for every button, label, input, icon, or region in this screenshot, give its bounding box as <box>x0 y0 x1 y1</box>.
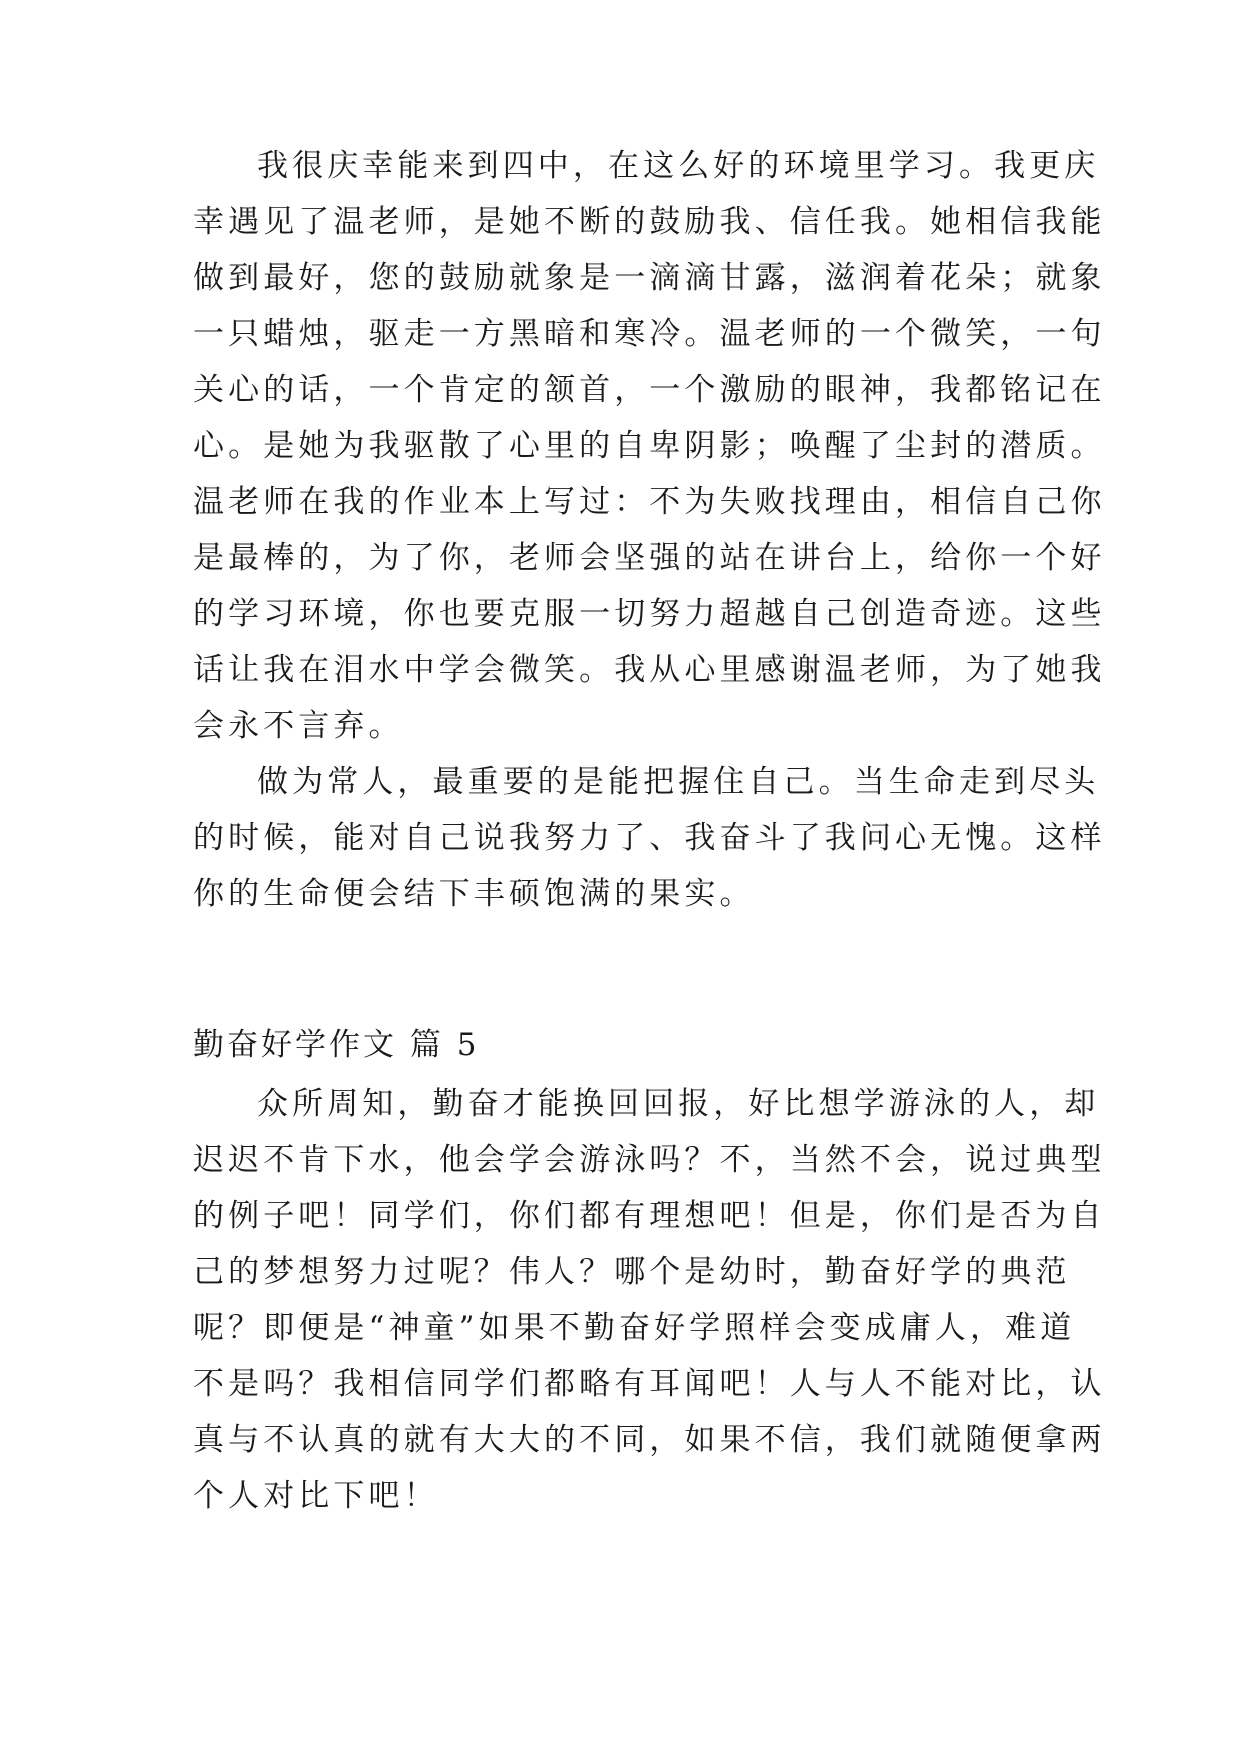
text-line: 温老师在我的作业本上写过：不为失败找理由，相信自己你 <box>193 484 1106 520</box>
text-line: 的学习环境，你也要克服一切努力超越自己创造奇迹。这些 <box>193 596 1106 632</box>
section-heading: 勤奋好学作文 篇 5 <box>193 1027 480 1063</box>
text-line: 我很庆幸能来到四中，在这么好的环境里学习。我更庆 <box>257 148 1100 184</box>
text-line: 众所周知，勤奋才能换回回报，好比想学游泳的人，却 <box>257 1086 1100 1122</box>
text-line: 一只蜡烛，驱走一方黑暗和寒冷。温老师的一个微笑，一句 <box>193 316 1106 352</box>
text-line: 心。是她为我驱散了心里的自卑阴影；唤醒了尘封的潜质。 <box>193 428 1106 464</box>
text-line: 幸遇见了温老师，是她不断的鼓励我、信任我。她相信我能 <box>193 204 1106 240</box>
text-line: 的例子吧！同学们，你们都有理想吧！但是，你们是否为自 <box>193 1198 1106 1234</box>
text-line: 呢？即便是“神童”如果不勤奋好学照样会变成庸人，难道 <box>193 1310 1076 1346</box>
text-line: 迟迟不肯下水，他会学会游泳吗？不，当然不会，说过典型 <box>193 1142 1106 1178</box>
text-line: 会永不言弃。 <box>193 708 404 744</box>
text-line: 己的梦想努力过呢？伟人？哪个是幼时，勤奋好学的典范 <box>193 1254 1071 1290</box>
text-line: 是最棒的，为了你，老师会坚强的站在讲台上，给你一个好 <box>193 540 1106 576</box>
text-line: 做为常人，最重要的是能把握住自己。当生命走到尽头 <box>257 764 1100 800</box>
text-line: 做到最好，您的鼓励就象是一滴滴甘露，滋润着花朵；就象 <box>193 260 1106 296</box>
text-line: 真与不认真的就有大大的不同，如果不信，我们就随便拿两 <box>193 1422 1106 1458</box>
text-line: 你的生命便会结下丰硕饱满的果实。 <box>193 876 755 912</box>
text-line: 的时候，能对自己说我努力了、我奋斗了我问心无愧。这样 <box>193 820 1106 856</box>
text-line: 话让我在泪水中学会微笑。我从心里感谢温老师，为了她我 <box>193 652 1106 688</box>
text-line: 不是吗？我相信同学们都略有耳闻吧！人与人不能对比，认 <box>193 1366 1106 1402</box>
text-line: 个人对比下吧！ <box>193 1478 439 1514</box>
text-line: 关心的话，一个肯定的颔首，一个激励的眼神，我都铭记在 <box>193 372 1106 408</box>
